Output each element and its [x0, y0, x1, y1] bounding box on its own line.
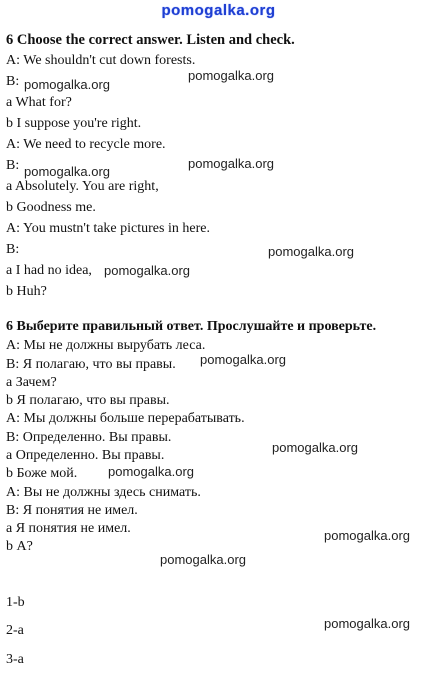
english-line: b I suppose you're right.: [6, 116, 142, 131]
russian-line: а Я понятия не имел.: [6, 521, 131, 536]
english-line: A: We need to recycle more.: [6, 137, 166, 152]
watermark-text: pomogalka.org: [160, 552, 246, 567]
russian-line: В: Определенно. Вы правы.: [6, 430, 172, 445]
watermark-text: pomogalka.org: [324, 528, 410, 543]
watermark-text: pomogalka.org: [108, 464, 194, 479]
russian-line: а Зачем?: [6, 375, 57, 390]
english-line: b Goodness me.: [6, 200, 96, 215]
english-line: A: You mustn't take pictures in here.: [6, 221, 210, 236]
answer-item: 1-b: [6, 595, 25, 610]
english-line: B:: [6, 158, 20, 173]
russian-line: b А?: [6, 539, 33, 554]
watermark-text: pomogalka.org: [24, 77, 110, 92]
watermark-text: pomogalka.org: [268, 244, 354, 259]
english-line: A: We shouldn't cut down forests.: [6, 53, 196, 68]
english-line: a I had no idea,: [6, 263, 92, 278]
watermark-text: pomogalka.org: [200, 352, 286, 367]
english-line: a What for?: [6, 95, 72, 110]
site-header-watermark: pomogalka.org: [161, 2, 276, 19]
watermark-text: pomogalka.org: [188, 156, 274, 171]
english-line: a Absolutely. You are right,: [6, 179, 159, 194]
answer-item: 3-a: [6, 652, 24, 667]
russian-heading: 6 Выберите правильный ответ. Прослушайте и проверьте.: [6, 319, 377, 334]
russian-line: А: Мы должны больше перерабатывать.: [6, 411, 245, 426]
english-line: B:: [6, 74, 20, 89]
english-line: b Huh?: [6, 284, 47, 299]
watermark-text: pomogalka.org: [188, 68, 274, 83]
english-line: B:: [6, 242, 20, 257]
watermark-text: pomogalka.org: [324, 616, 410, 631]
answer-item: 2-a: [6, 623, 24, 638]
watermark-text: pomogalka.org: [272, 440, 358, 455]
russian-line: В: Я понятия не имел.: [6, 503, 138, 518]
russian-line: b Я полагаю, что вы правы.: [6, 393, 170, 408]
russian-line: b Боже мой.: [6, 466, 78, 481]
watermark-text: pomogalka.org: [104, 263, 190, 278]
russian-line: В: Я полагаю, что вы правы.: [6, 357, 176, 372]
russian-line: А: Вы не должны здесь снимать.: [6, 485, 201, 500]
english-heading: 6 Choose the correct answer. Listen and check.: [6, 32, 295, 48]
russian-line: а Определенно. Вы правы.: [6, 448, 165, 463]
russian-line: А: Мы не должны вырубать леса.: [6, 338, 206, 353]
watermark-text: pomogalka.org: [24, 164, 110, 179]
